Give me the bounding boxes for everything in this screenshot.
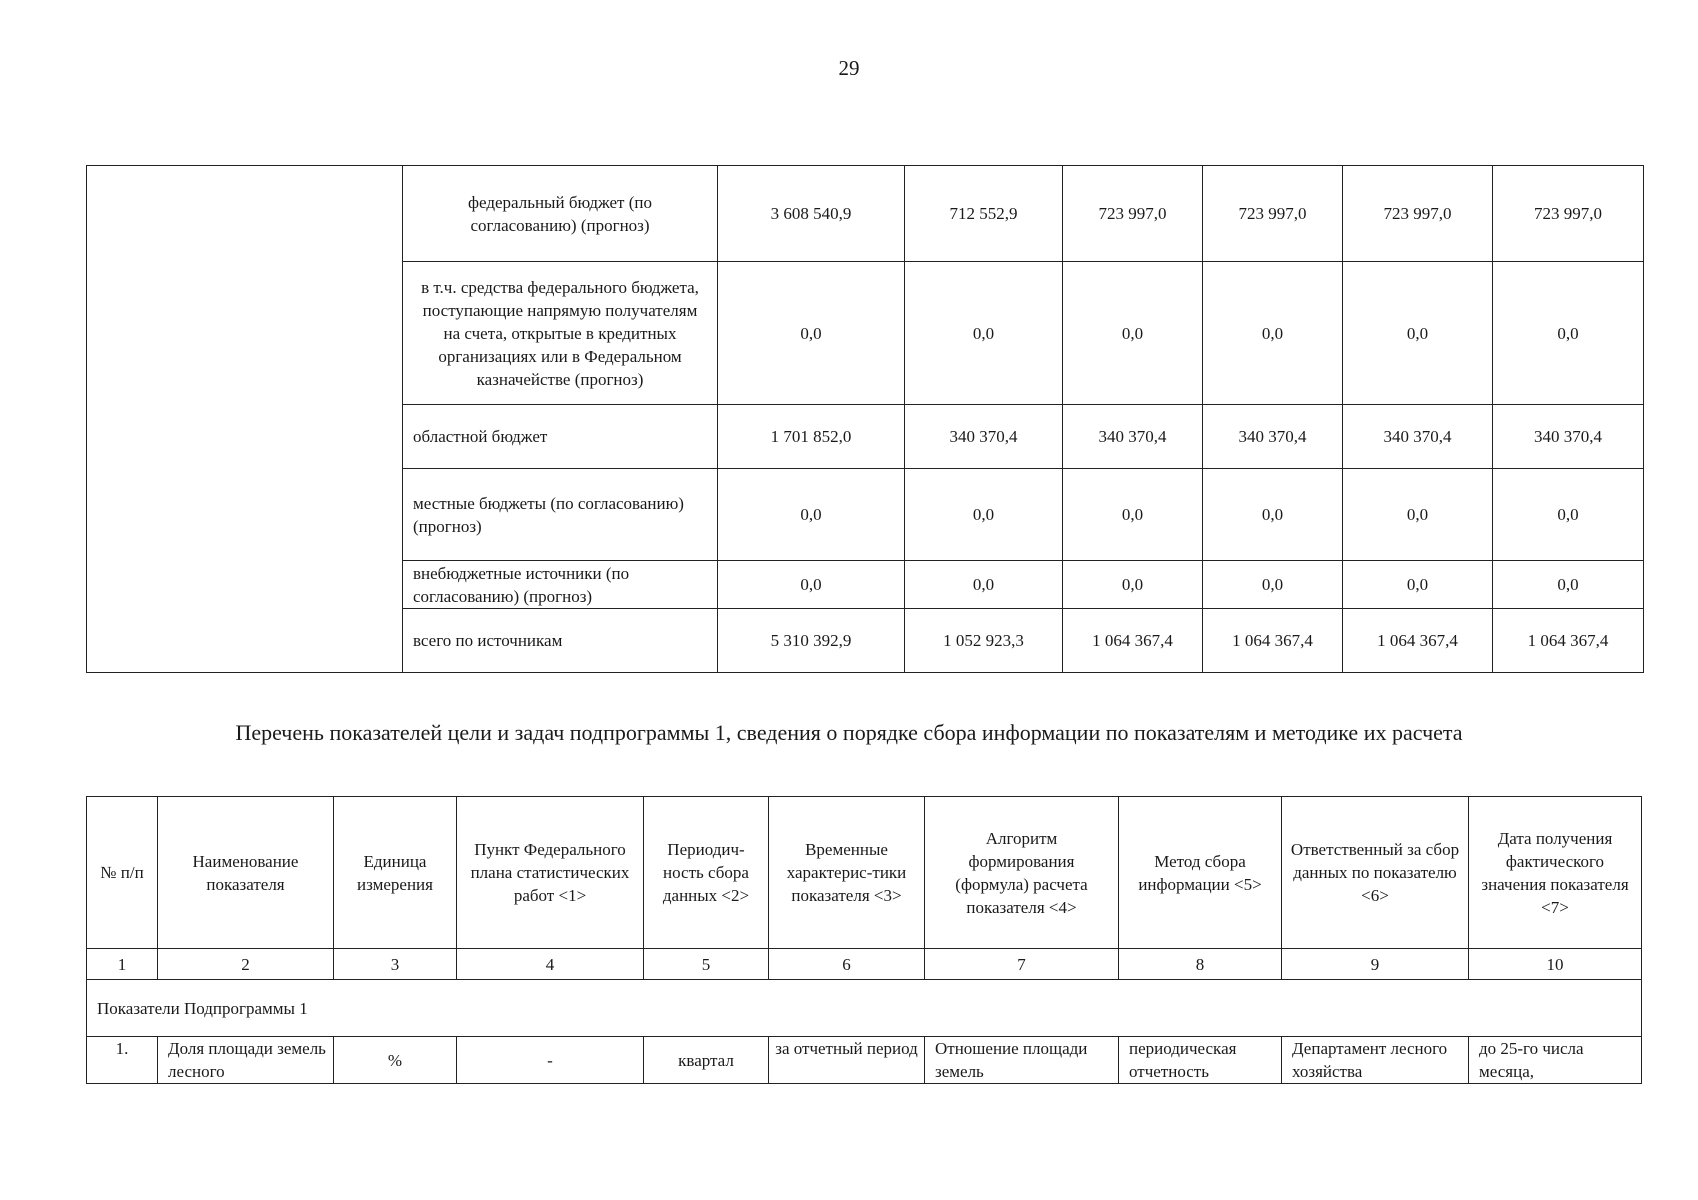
- date-cell: до 25-го числа месяца,: [1469, 1037, 1642, 1084]
- value-cell: 0,0: [1203, 561, 1343, 609]
- column-number-cell: 4: [457, 949, 644, 980]
- value-cell: 340 370,4: [1203, 405, 1343, 469]
- value-cell: 0,0: [718, 561, 905, 609]
- plan-item-cell: -: [457, 1037, 644, 1084]
- algorithm-cell: Отношение площади земель: [925, 1037, 1119, 1084]
- header-cell: Наименование показателя: [158, 797, 334, 949]
- header-row: [87, 797, 1642, 949]
- header-cell: Временные характерис-тики показателя <3>: [769, 797, 925, 949]
- value-cell: 340 370,4: [1063, 405, 1203, 469]
- source-cell: внебюджетные источники (по согласованию) (прогноз): [403, 561, 718, 609]
- group-row: [87, 980, 1642, 1037]
- indicator-name-cell: Доля площади земель лесного: [158, 1037, 334, 1084]
- column-number-cell: 8: [1119, 949, 1282, 980]
- value-cell: 0,0: [1203, 262, 1343, 405]
- value-cell: 0,0: [905, 469, 1063, 561]
- header-cell: Единица измерения: [334, 797, 457, 949]
- column-number-cell: 10: [1469, 949, 1642, 980]
- value-cell: 723 997,0: [1493, 166, 1644, 262]
- value-cell: 0,0: [905, 262, 1063, 405]
- column-number-cell: 9: [1282, 949, 1469, 980]
- value-cell: 1 064 367,4: [1063, 609, 1203, 673]
- source-cell: в т.ч. средства федерального бюджета, поступающие напрямую получателям на счета, открытые в кредитных организациях или в Федеральном казначействе (прогноз): [403, 262, 718, 405]
- value-cell: 723 997,0: [1343, 166, 1493, 262]
- empty-cell: [87, 166, 403, 673]
- value-cell: 0,0: [1493, 561, 1644, 609]
- value-cell: 0,0: [1063, 561, 1203, 609]
- value-cell: 1 701 852,0: [718, 405, 905, 469]
- header-cell: Алгоритм формирования (формула) расчета показателя <4>: [925, 797, 1119, 949]
- value-cell: 723 997,0: [1203, 166, 1343, 262]
- value-cell: 1 064 367,4: [1203, 609, 1343, 673]
- value-cell: 0,0: [718, 469, 905, 561]
- time-characteristics-cell: за отчетный период: [769, 1037, 925, 1084]
- value-cell: 1 064 367,4: [1493, 609, 1644, 673]
- header-cell: № п/п: [87, 797, 158, 949]
- source-cell: областной бюджет: [403, 405, 718, 469]
- column-number-cell: 6: [769, 949, 925, 980]
- unit-cell: %: [334, 1037, 457, 1084]
- value-cell: 3 608 540,9: [718, 166, 905, 262]
- row-number-cell: 1.: [87, 1037, 158, 1084]
- value-cell: 340 370,4: [1493, 405, 1644, 469]
- budget-table: [86, 165, 1644, 673]
- table-row: [87, 1037, 1642, 1084]
- value-cell: 1 052 923,3: [905, 609, 1063, 673]
- indicators-table: [86, 796, 1642, 1084]
- header-cell: Периодич-ность сбора данных <2>: [644, 797, 769, 949]
- value-cell: 0,0: [1343, 262, 1493, 405]
- column-number-row: [87, 949, 1642, 980]
- value-cell: 0,0: [718, 262, 905, 405]
- value-cell: 0,0: [1063, 262, 1203, 405]
- collection-method-cell: периодическая отчетность: [1119, 1037, 1282, 1084]
- header-cell: Ответственный за сбор данных по показателю <6>: [1282, 797, 1469, 949]
- value-cell: 0,0: [1343, 561, 1493, 609]
- group-label: Показатели Подпрограммы 1: [87, 980, 1642, 1037]
- section-title: Перечень показателей цели и задач подпрограммы 1, сведения о порядке сбора информации по показателям и методике их расчета: [235, 720, 1463, 745]
- periodicity-cell: квартал: [644, 1037, 769, 1084]
- value-cell: 0,0: [1493, 469, 1644, 561]
- column-number-cell: 7: [925, 949, 1119, 980]
- value-cell: 0,0: [1343, 469, 1493, 561]
- value-cell: 0,0: [1493, 262, 1644, 405]
- column-number-cell: 5: [644, 949, 769, 980]
- value-cell: 0,0: [1203, 469, 1343, 561]
- column-number-cell: 2: [158, 949, 334, 980]
- value-cell: 712 552,9: [905, 166, 1063, 262]
- column-number-cell: 3: [334, 949, 457, 980]
- source-cell: федеральный бюджет (по согласованию) (прогноз): [403, 166, 718, 262]
- column-number-cell: 1: [87, 949, 158, 980]
- value-cell: 0,0: [905, 561, 1063, 609]
- value-cell: 0,0: [1063, 469, 1203, 561]
- responsible-cell: Департамент лесного хозяйства: [1282, 1037, 1469, 1084]
- value-cell: 340 370,4: [905, 405, 1063, 469]
- header-cell: Пункт Федерального плана статистических работ <1>: [457, 797, 644, 949]
- value-cell: 5 310 392,9: [718, 609, 905, 673]
- value-cell: 340 370,4: [1343, 405, 1493, 469]
- page-number: 29: [838, 56, 860, 80]
- header-cell: Метод сбора информации <5>: [1119, 797, 1282, 949]
- source-cell: всего по источникам: [403, 609, 718, 673]
- table-row: [87, 166, 1644, 262]
- value-cell: 723 997,0: [1063, 166, 1203, 262]
- value-cell: 1 064 367,4: [1343, 609, 1493, 673]
- header-cell: Дата получения фактического значения показателя <7>: [1469, 797, 1642, 949]
- source-cell: местные бюджеты (по согласованию) (прогноз): [403, 469, 718, 561]
